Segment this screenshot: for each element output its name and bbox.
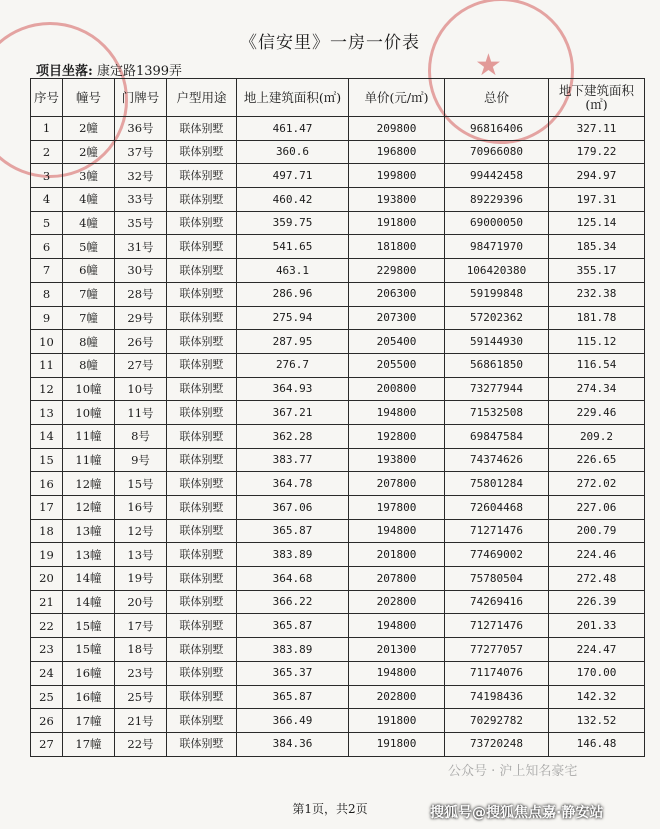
- cell-seq: 1: [31, 117, 63, 141]
- cell-above-area: 367.21: [237, 401, 349, 425]
- cell-type: 联体别墅: [167, 614, 237, 638]
- cell-type: 联体别墅: [167, 259, 237, 283]
- cell-type: 联体别墅: [167, 590, 237, 614]
- cell-building: 8幢: [63, 330, 115, 354]
- cell-below-area: 185.34: [549, 235, 645, 259]
- cell-seq: 13: [31, 401, 63, 425]
- project-location: [36, 60, 182, 79]
- cell-seq: 27: [31, 732, 63, 756]
- cell-type: 联体别墅: [167, 306, 237, 330]
- cell-building: 8幢: [63, 353, 115, 377]
- table-body: [31, 117, 645, 757]
- cell-below-area: 132.52: [549, 709, 645, 733]
- cell-type: 联体别墅: [167, 472, 237, 496]
- header-seq: 序号: [31, 79, 63, 117]
- cell-type: 联体别墅: [167, 543, 237, 567]
- cell-total-price: 70966080: [445, 140, 549, 164]
- cell-unit-price: 197800: [349, 496, 445, 520]
- header-type: 户型用途: [167, 79, 237, 117]
- cell-unit-price: 207800: [349, 472, 445, 496]
- table-row: [31, 496, 645, 520]
- cell-below-area: 226.65: [549, 448, 645, 472]
- cell-above-area: 366.49: [237, 709, 349, 733]
- cell-total-price: 99442458: [445, 164, 549, 188]
- cell-above-area: 287.95: [237, 330, 349, 354]
- cell-door: 33号: [115, 188, 167, 212]
- cell-total-price: 57202362: [445, 306, 549, 330]
- price-table: [30, 78, 645, 757]
- cell-door: 22号: [115, 732, 167, 756]
- cell-seq: 3: [31, 164, 63, 188]
- cell-total-price: 74269416: [445, 590, 549, 614]
- cell-building: 11幢: [63, 448, 115, 472]
- cell-total-price: 69000050: [445, 211, 549, 235]
- table-row: [31, 282, 645, 306]
- cell-building: 2幢: [63, 117, 115, 141]
- cell-total-price: 59144930: [445, 330, 549, 354]
- cell-building: 7幢: [63, 306, 115, 330]
- cell-seq: 25: [31, 685, 63, 709]
- cell-building: 16幢: [63, 685, 115, 709]
- cell-total-price: 74198436: [445, 685, 549, 709]
- cell-total-price: 59199848: [445, 282, 549, 306]
- cell-unit-price: 193800: [349, 188, 445, 212]
- table-row: [31, 424, 645, 448]
- cell-door: 11号: [115, 401, 167, 425]
- cell-above-area: 286.96: [237, 282, 349, 306]
- cell-seq: 22: [31, 614, 63, 638]
- table-row: [31, 377, 645, 401]
- cell-type: 联体别墅: [167, 211, 237, 235]
- cell-below-area: 170.00: [549, 661, 645, 685]
- cell-building: 13幢: [63, 543, 115, 567]
- cell-door: 13号: [115, 543, 167, 567]
- cell-seq: 17: [31, 496, 63, 520]
- table-header-row: [31, 79, 645, 117]
- cell-above-area: 360.6: [237, 140, 349, 164]
- cell-below-area: 200.79: [549, 519, 645, 543]
- table-row: [31, 590, 645, 614]
- cell-above-area: 364.93: [237, 377, 349, 401]
- project-location-address: 康定路1399弄: [96, 64, 183, 79]
- table-row: [31, 164, 645, 188]
- cell-below-area: 327.11: [549, 117, 645, 141]
- cell-total-price: 70292782: [445, 709, 549, 733]
- project-location-label: 项目坐落:: [36, 64, 93, 79]
- cell-unit-price: 207800: [349, 567, 445, 591]
- cell-below-area: 115.12: [549, 330, 645, 354]
- table-row: [31, 661, 645, 685]
- cell-building: 7幢: [63, 282, 115, 306]
- cell-above-area: 463.1: [237, 259, 349, 283]
- cell-building: 17幢: [63, 732, 115, 756]
- table-row: [31, 709, 645, 733]
- cell-type: 联体别墅: [167, 685, 237, 709]
- cell-seq: 2: [31, 140, 63, 164]
- cell-door: 31号: [115, 235, 167, 259]
- cell-above-area: 383.89: [237, 543, 349, 567]
- header-above-area: 地上建筑面积(㎡): [237, 79, 349, 117]
- cell-above-area: 276.7: [237, 353, 349, 377]
- cell-unit-price: 194800: [349, 401, 445, 425]
- table-row: [31, 543, 645, 567]
- cell-type: 联体别墅: [167, 567, 237, 591]
- cell-type: 联体别墅: [167, 353, 237, 377]
- header-door: 门牌号: [115, 79, 167, 117]
- cell-door: 19号: [115, 567, 167, 591]
- cell-building: 10幢: [63, 377, 115, 401]
- cell-above-area: 365.37: [237, 661, 349, 685]
- cell-building: 6幢: [63, 259, 115, 283]
- cell-below-area: 229.46: [549, 401, 645, 425]
- cell-building: 15幢: [63, 638, 115, 662]
- cell-seq: 18: [31, 519, 63, 543]
- cell-total-price: 71532508: [445, 401, 549, 425]
- cell-building: 3幢: [63, 164, 115, 188]
- cell-above-area: 541.65: [237, 235, 349, 259]
- cell-unit-price: 229800: [349, 259, 445, 283]
- cell-total-price: 77469002: [445, 543, 549, 567]
- cell-door: 18号: [115, 638, 167, 662]
- cell-total-price: 75780504: [445, 567, 549, 591]
- table-row: [31, 401, 645, 425]
- cell-above-area: 367.06: [237, 496, 349, 520]
- cell-above-area: 365.87: [237, 614, 349, 638]
- cell-above-area: 461.47: [237, 117, 349, 141]
- cell-type: 联体别墅: [167, 330, 237, 354]
- cell-door: 37号: [115, 140, 167, 164]
- cell-door: 23号: [115, 661, 167, 685]
- cell-unit-price: 206300: [349, 282, 445, 306]
- cell-total-price: 73720248: [445, 732, 549, 756]
- cell-building: 12幢: [63, 496, 115, 520]
- cell-above-area: 366.22: [237, 590, 349, 614]
- cell-unit-price: 196800: [349, 140, 445, 164]
- cell-above-area: 365.87: [237, 685, 349, 709]
- cell-unit-price: 200800: [349, 377, 445, 401]
- cell-below-area: 201.33: [549, 614, 645, 638]
- seal-star-icon: ★: [475, 48, 502, 83]
- cell-seq: 11: [31, 353, 63, 377]
- table-row: [31, 259, 645, 283]
- cell-door: 29号: [115, 306, 167, 330]
- cell-total-price: 89229396: [445, 188, 549, 212]
- cell-above-area: 383.89: [237, 638, 349, 662]
- cell-seq: 8: [31, 282, 63, 306]
- cell-seq: 6: [31, 235, 63, 259]
- cell-unit-price: 191800: [349, 211, 445, 235]
- cell-below-area: 272.02: [549, 472, 645, 496]
- cell-building: 14幢: [63, 590, 115, 614]
- table-row: [31, 117, 645, 141]
- cell-total-price: 71271476: [445, 614, 549, 638]
- cell-door: 15号: [115, 472, 167, 496]
- cell-below-area: 224.47: [549, 638, 645, 662]
- cell-building: 11幢: [63, 424, 115, 448]
- cell-seq: 4: [31, 188, 63, 212]
- cell-type: 联体别墅: [167, 709, 237, 733]
- cell-type: 联体别墅: [167, 401, 237, 425]
- cell-unit-price: 207300: [349, 306, 445, 330]
- cell-type: 联体别墅: [167, 117, 237, 141]
- cell-above-area: 275.94: [237, 306, 349, 330]
- cell-total-price: 71174076: [445, 661, 549, 685]
- table-row: [31, 306, 645, 330]
- cell-unit-price: 205500: [349, 353, 445, 377]
- watermark: 公众号 · 沪上知名豪宅: [448, 764, 578, 779]
- cell-above-area: 359.75: [237, 211, 349, 235]
- cell-door: 9号: [115, 448, 167, 472]
- cell-unit-price: 202800: [349, 685, 445, 709]
- cell-total-price: 72604468: [445, 496, 549, 520]
- table-row: [31, 211, 645, 235]
- cell-door: 12号: [115, 519, 167, 543]
- cell-door: 21号: [115, 709, 167, 733]
- cell-seq: 9: [31, 306, 63, 330]
- header-below-area: 地下建筑面积(㎡): [549, 79, 645, 117]
- cell-below-area: 227.06: [549, 496, 645, 520]
- cell-seq: 12: [31, 377, 63, 401]
- table-row: [31, 188, 645, 212]
- cell-building: 14幢: [63, 567, 115, 591]
- cell-below-area: 272.48: [549, 567, 645, 591]
- cell-below-area: 116.54: [549, 353, 645, 377]
- cell-door: 36号: [115, 117, 167, 141]
- header-total-price: 总价: [445, 79, 549, 117]
- cell-building: 10幢: [63, 401, 115, 425]
- cell-total-price: 69847584: [445, 424, 549, 448]
- cell-building: 4幢: [63, 211, 115, 235]
- cell-seq: 7: [31, 259, 63, 283]
- table-row: [31, 732, 645, 756]
- document-title: 《信安里》一房一价表: [240, 33, 420, 53]
- cell-unit-price: 201800: [349, 543, 445, 567]
- cell-below-area: 224.46: [549, 543, 645, 567]
- cell-seq: 23: [31, 638, 63, 662]
- cell-type: 联体别墅: [167, 638, 237, 662]
- cell-seq: 19: [31, 543, 63, 567]
- cell-building: 2幢: [63, 140, 115, 164]
- table-row: [31, 567, 645, 591]
- cell-type: 联体别墅: [167, 732, 237, 756]
- cell-total-price: 73277944: [445, 377, 549, 401]
- cell-unit-price: 201300: [349, 638, 445, 662]
- cell-type: 联体别墅: [167, 377, 237, 401]
- cell-seq: 20: [31, 567, 63, 591]
- header-building: 幢号: [63, 79, 115, 117]
- cell-unit-price: 194800: [349, 661, 445, 685]
- cell-seq: 24: [31, 661, 63, 685]
- table-row: [31, 519, 645, 543]
- cell-below-area: 146.48: [549, 732, 645, 756]
- cell-below-area: 181.78: [549, 306, 645, 330]
- table-row: [31, 330, 645, 354]
- table-row: [31, 235, 645, 259]
- cell-type: 联体别墅: [167, 661, 237, 685]
- cell-building: 4幢: [63, 188, 115, 212]
- cell-below-area: 209.2: [549, 424, 645, 448]
- cell-building: 17幢: [63, 709, 115, 733]
- brand-watermark: 搜狐号@搜狐焦点嘉·静安站: [430, 805, 604, 821]
- cell-door: 26号: [115, 330, 167, 354]
- cell-building: 13幢: [63, 519, 115, 543]
- cell-above-area: 364.68: [237, 567, 349, 591]
- header-unit-price: 单价(元/㎡): [349, 79, 445, 117]
- cell-type: 联体别墅: [167, 424, 237, 448]
- cell-door: 10号: [115, 377, 167, 401]
- cell-type: 联体别墅: [167, 140, 237, 164]
- cell-seq: 15: [31, 448, 63, 472]
- cell-above-area: 364.78: [237, 472, 349, 496]
- cell-above-area: 384.36: [237, 732, 349, 756]
- cell-seq: 14: [31, 424, 63, 448]
- cell-total-price: 74374626: [445, 448, 549, 472]
- cell-above-area: 383.77: [237, 448, 349, 472]
- cell-building: 16幢: [63, 661, 115, 685]
- cell-type: 联体别墅: [167, 519, 237, 543]
- cell-door: 35号: [115, 211, 167, 235]
- cell-below-area: 226.39: [549, 590, 645, 614]
- table-row: [31, 614, 645, 638]
- cell-building: 5幢: [63, 235, 115, 259]
- cell-type: 联体别墅: [167, 448, 237, 472]
- cell-type: 联体别墅: [167, 188, 237, 212]
- cell-unit-price: 191800: [349, 732, 445, 756]
- cell-type: 联体别墅: [167, 164, 237, 188]
- cell-total-price: 106420380: [445, 259, 549, 283]
- cell-type: 联体别墅: [167, 282, 237, 306]
- cell-door: 17号: [115, 614, 167, 638]
- cell-door: 8号: [115, 424, 167, 448]
- cell-door: 20号: [115, 590, 167, 614]
- cell-total-price: 71271476: [445, 519, 549, 543]
- cell-below-area: 179.22: [549, 140, 645, 164]
- cell-below-area: 274.34: [549, 377, 645, 401]
- cell-seq: 10: [31, 330, 63, 354]
- cell-unit-price: 199800: [349, 164, 445, 188]
- cell-total-price: 75801284: [445, 472, 549, 496]
- cell-total-price: 96816406: [445, 117, 549, 141]
- cell-below-area: 142.32: [549, 685, 645, 709]
- table-row: [31, 638, 645, 662]
- cell-unit-price: 181800: [349, 235, 445, 259]
- cell-unit-price: 194800: [349, 519, 445, 543]
- cell-unit-price: 191800: [349, 709, 445, 733]
- cell-seq: 5: [31, 211, 63, 235]
- cell-above-area: 365.87: [237, 519, 349, 543]
- cell-below-area: 294.97: [549, 164, 645, 188]
- cell-building: 15幢: [63, 614, 115, 638]
- cell-door: 28号: [115, 282, 167, 306]
- cell-above-area: 362.28: [237, 424, 349, 448]
- page-footer: 第1页，共2页: [292, 802, 368, 816]
- cell-total-price: 98471970: [445, 235, 549, 259]
- cell-door: 25号: [115, 685, 167, 709]
- table-row: [31, 353, 645, 377]
- cell-door: 30号: [115, 259, 167, 283]
- cell-door: 32号: [115, 164, 167, 188]
- cell-unit-price: 193800: [349, 448, 445, 472]
- cell-seq: 21: [31, 590, 63, 614]
- table-row: [31, 140, 645, 164]
- cell-type: 联体别墅: [167, 496, 237, 520]
- table-row: [31, 448, 645, 472]
- cell-seq: 26: [31, 709, 63, 733]
- cell-seq: 16: [31, 472, 63, 496]
- cell-below-area: 125.14: [549, 211, 645, 235]
- cell-total-price: 77277057: [445, 638, 549, 662]
- cell-below-area: 197.31: [549, 188, 645, 212]
- cell-below-area: 232.38: [549, 282, 645, 306]
- cell-type: 联体别墅: [167, 235, 237, 259]
- cell-unit-price: 202800: [349, 590, 445, 614]
- cell-building: 12幢: [63, 472, 115, 496]
- cell-total-price: 56861850: [445, 353, 549, 377]
- cell-unit-price: 192800: [349, 424, 445, 448]
- cell-above-area: 460.42: [237, 188, 349, 212]
- cell-unit-price: 205400: [349, 330, 445, 354]
- cell-door: 16号: [115, 496, 167, 520]
- table-row: [31, 472, 645, 496]
- cell-unit-price: 209800: [349, 117, 445, 141]
- table-row: [31, 685, 645, 709]
- cell-above-area: 497.71: [237, 164, 349, 188]
- cell-unit-price: 194800: [349, 614, 445, 638]
- cell-below-area: 355.17: [549, 259, 645, 283]
- cell-door: 27号: [115, 353, 167, 377]
